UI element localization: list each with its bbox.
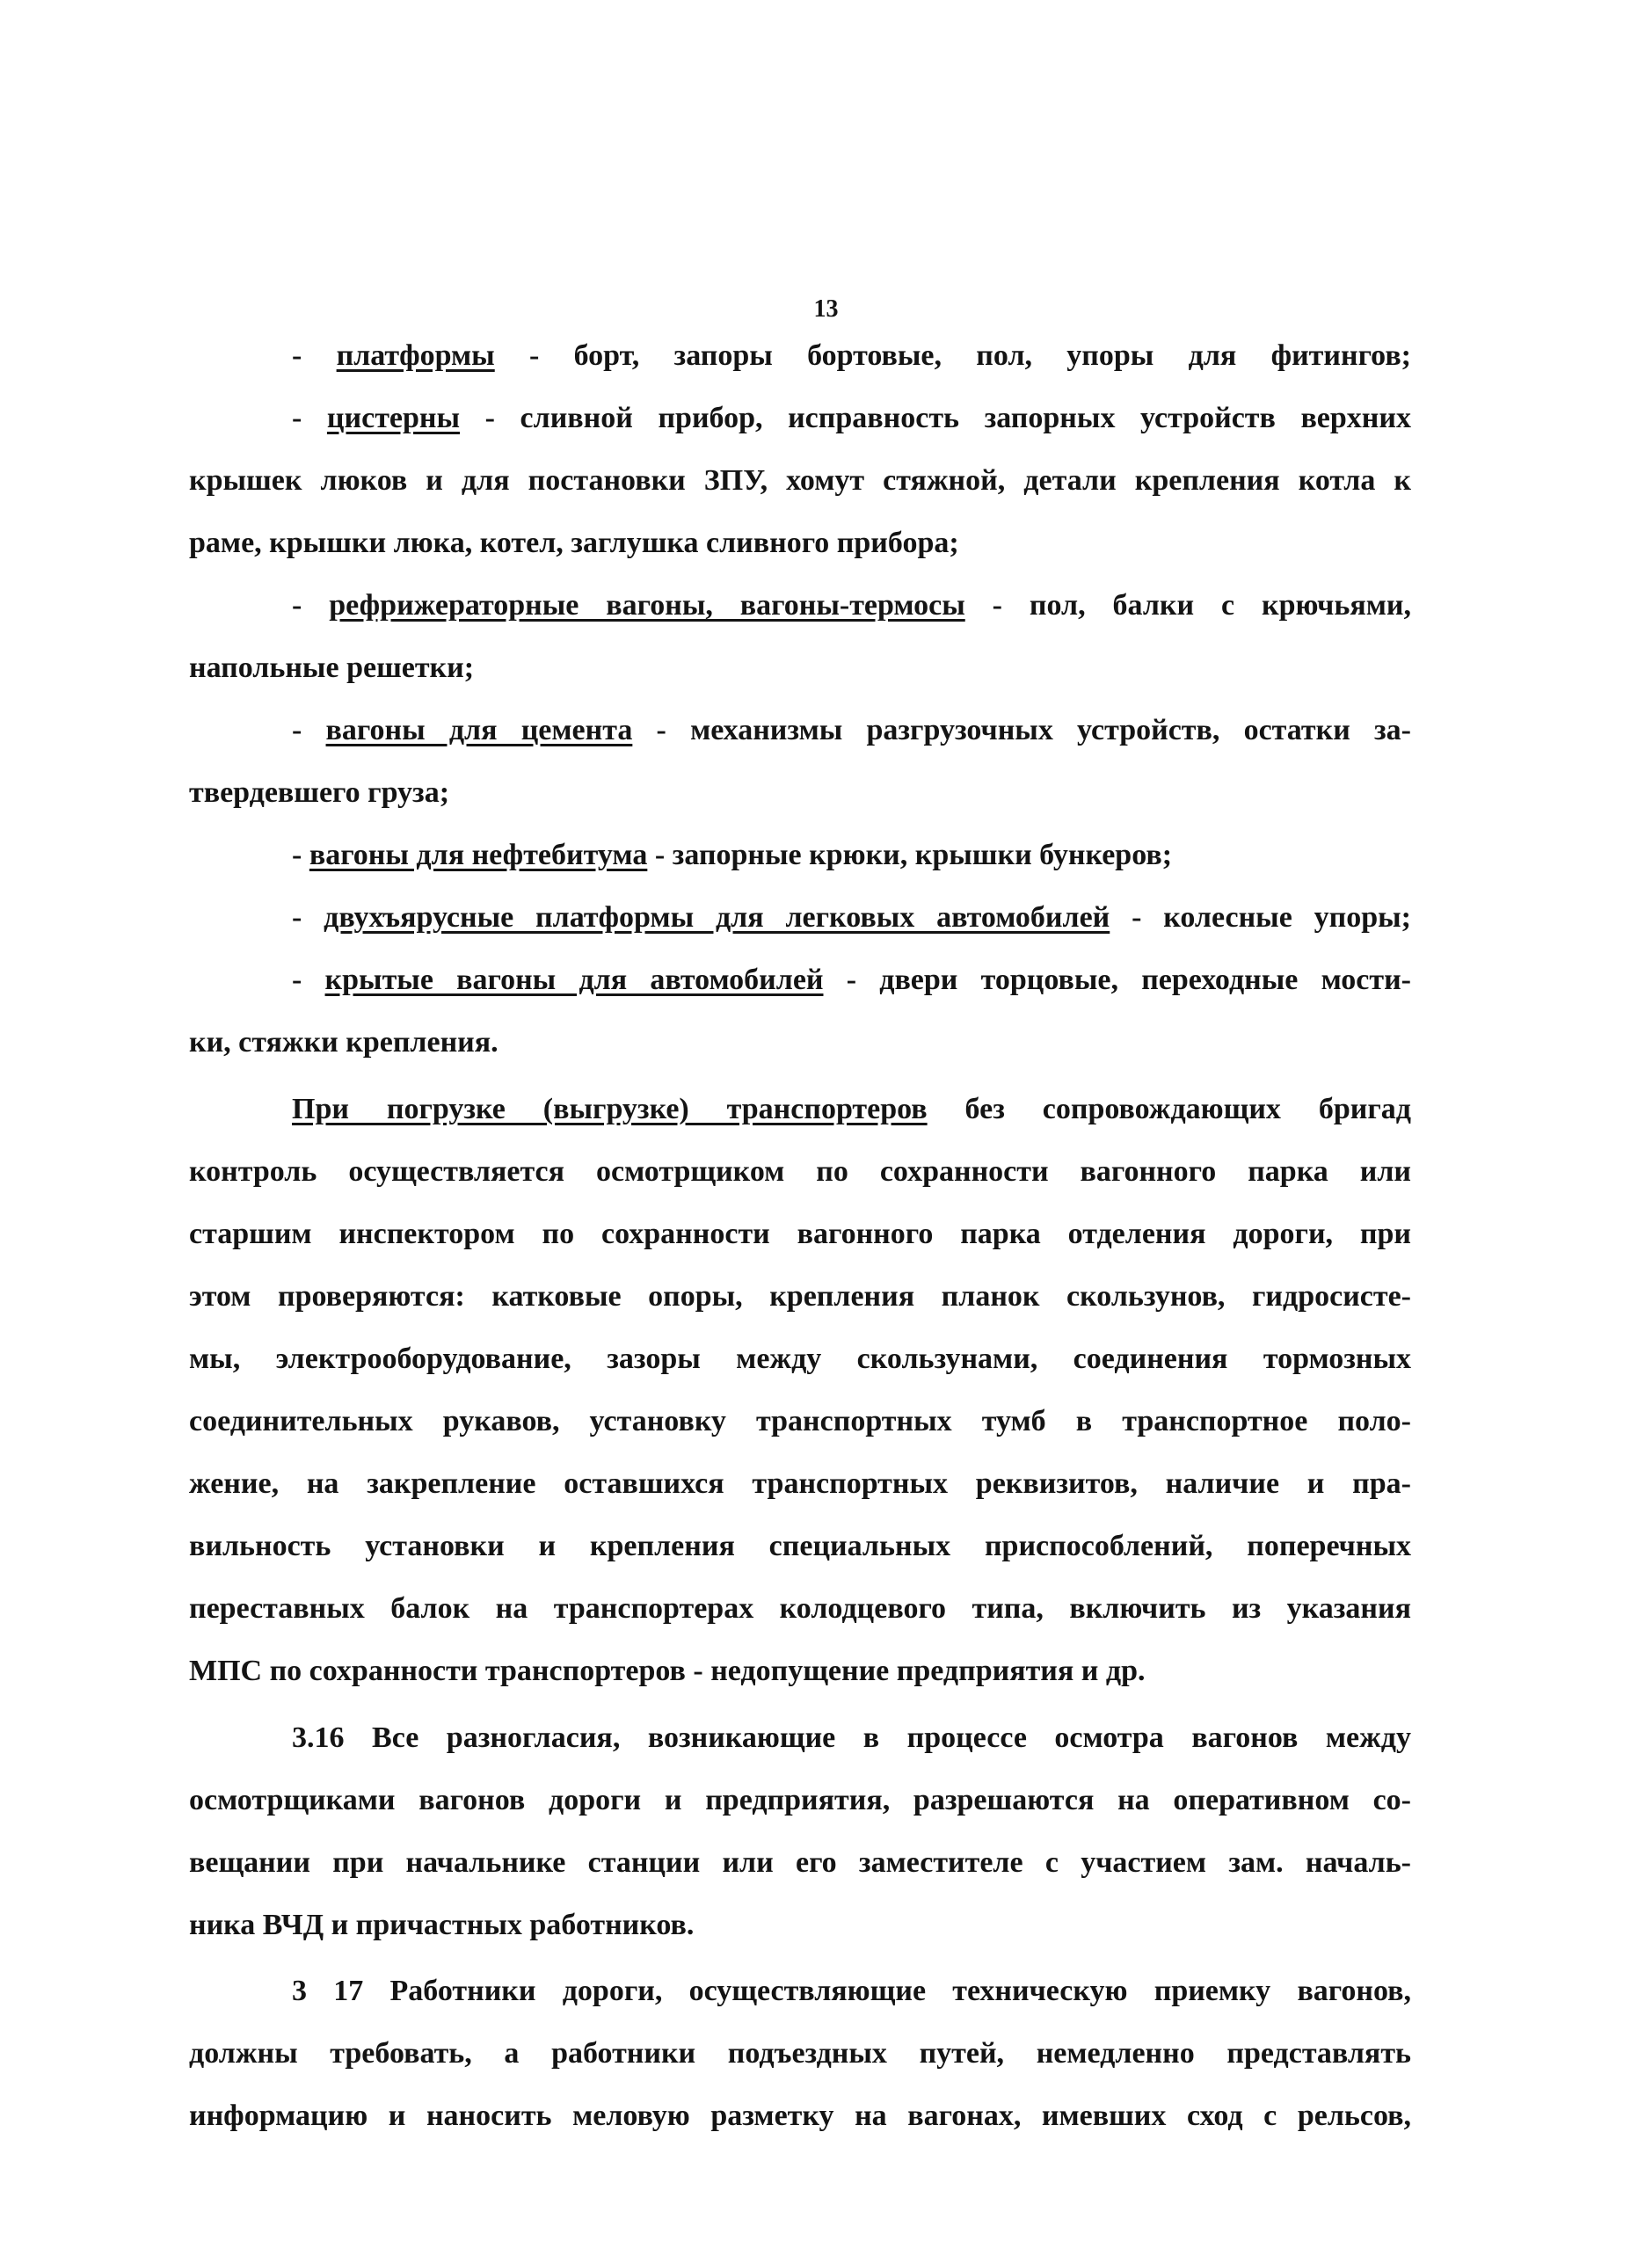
item-term: вагоны для цемента [325,714,633,746]
text-line: осмотрщиками вагонов дороги и предприятия, разрешаются на оперативном со- [189,1784,1411,1816]
text-line: переставных балок на транспортерах колодцевого типа, включить из указания [189,1592,1411,1625]
item-tanks: - цистерны - сливной прибор, исправность запорных устройств верхних [292,402,1411,434]
text-line: этом проверяются: катковые опоры, крепления планок скользунов, гидросисте- [189,1280,1411,1313]
item-text: - пол, балки с крючьями, [964,589,1411,622]
item-term: платформы [336,339,495,372]
section-3-16-first-line: 3.16 Все разногласия, возникающие в процессе осмотра вагонов между [292,1721,1411,1754]
item-term: крытые вагоны для автомобилей [324,964,824,996]
section-3-17-first-line: 3 17 Работники дороги, осуществляющие техническую приемку вагонов, [292,1975,1411,2007]
item-covered-auto: - крытые вагоны для автомобилей - двери торцовые, переходные мости- [292,964,1411,996]
item-bitumen: - вагоны для нефтебитума - запорные крюки, крышки бункеров; [292,839,1173,871]
item-text: - колесные упоры; [1110,901,1412,934]
text-line: старшим инспектором по сохранности вагонного парка отделения дороги, при [189,1218,1411,1250]
text-line: крышек люков и для постановки ЗПУ, хомут стяжной, детали крепления котла к [189,464,1411,497]
text-line: твердевшего груза; [189,776,450,809]
paragraph-term: При погрузке (выгрузке) транспортеров [292,1093,928,1125]
transporters-first-line [292,1088,1411,1132]
item-cement: - вагоны для цемента - механизмы разгрузочных устройств, остатки за- [292,714,1411,746]
text-line: жение, на закрепление оставшихся транспортных реквизитов, наличие и пра- [189,1467,1411,1500]
text-line: должны требовать, а работники подъездных путей, немедленно представлять [189,2037,1411,2070]
text-line: раме, крышки люка, котел, заглушка сливного прибора; [189,527,959,559]
item-text: - сливной прибор, исправность запорных устройств верхних [460,402,1411,434]
item-term: вагоны для нефтебитума [309,839,648,871]
item-term: двухъярусные платформы для легковых автомобилей [324,901,1110,934]
item-term: рефрижераторные вагоны, вагоны-термосы [329,589,965,622]
text-line: ки, стяжки крепления. [189,1026,499,1059]
text-line: информацию и наносить меловую разметку на вагонах, имевших сход с рельсов, [189,2100,1411,2132]
item-text: - двери торцовые, переходные мости- [823,964,1411,996]
text-line: контроль осуществляется осмотрщиком по сохранности вагонного парка или [189,1155,1411,1188]
paragraph-text: без сопровождающих бригад [927,1093,1411,1125]
text-line: мы, электрооборудование, зазоры между скользунами, соединения тормозных [189,1343,1411,1375]
item-term: цистерны [326,402,461,434]
item-text: - механизмы разгрузочных устройств, остатки за- [632,714,1411,746]
item-double-deck: - двухъярусные платформы для легковых автомобилей - колесные упоры; [292,901,1412,934]
text-line: вильность установки и крепления специальных приспособлений, поперечных [189,1530,1411,1562]
text-line: соединительных рукавов, установку транспортных тумб в транспортное поло- [189,1405,1411,1437]
text-line: напольные решетки; [189,651,475,684]
item-text: - борт, запоры бортовые, пол, упоры для фитингов; [494,339,1411,372]
item-refrigerator: - рефрижераторные вагоны, вагоны-термосы - пол, балки с крючьями, [292,589,1411,622]
text-line: вещании при начальнике станции или его заместителе с участием зам. началь- [189,1846,1411,1879]
item-platforms: - платформы - борт, запоры бортовые, пол, упоры для фитингов; [292,339,1411,372]
text-line: МПС по сохранности транспортеров - недопущение предприятия и др. [189,1655,1146,1687]
page-number: 13 [813,295,839,323]
item-text: - запорные крюки, крышки бункеров; [647,839,1173,871]
text-line: ника ВЧД и причастных работников. [189,1909,695,1941]
